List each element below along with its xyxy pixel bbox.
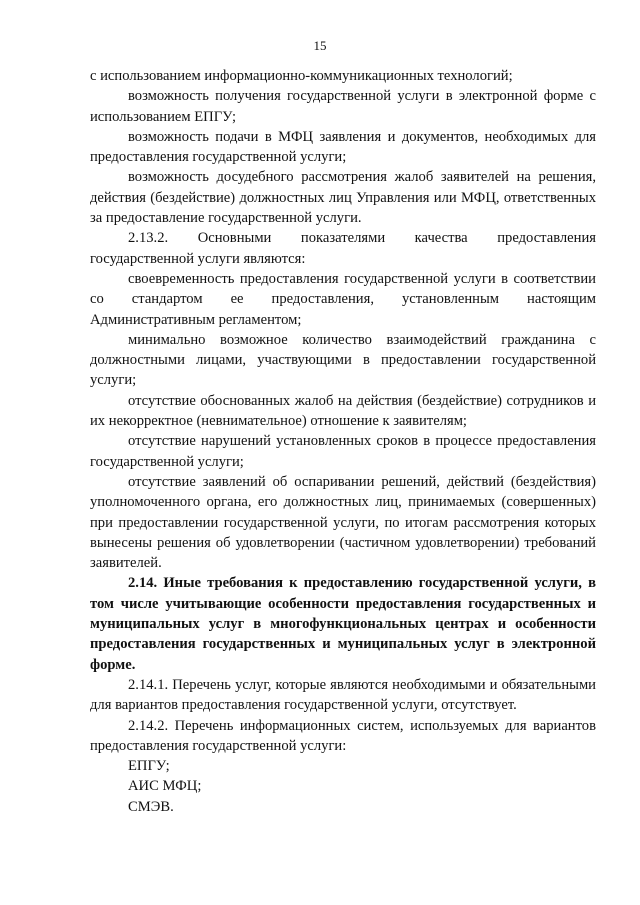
- paragraph: отсутствие обоснованных жалоб на действия (бездействие) сотрудников и их некорректное (невнимательное) отношение к заявителям;: [90, 392, 596, 430]
- paragraph-2-13-2: 2.13.2. Основными показателями качества предоставления государственной услуги являются:: [90, 230, 596, 267]
- paragraph: возможность получения государственной услуги в электронной форме с использованием ЕПГУ;: [90, 88, 596, 125]
- paragraph: отсутствие нарушений установленных сроков в процессе предоставления государственной услуги;: [90, 433, 596, 470]
- paragraph: минимально возможное количество взаимодействий гражданина с должностными лицами, участвующими в предоставлении государственной услуги;: [90, 331, 596, 389]
- paragraph: с использованием информационно-коммуникационных технологий;: [90, 68, 513, 84]
- paragraph: возможность подачи в МФЦ заявления и документов, необходимых для предоставления государственной услуги;: [90, 128, 596, 166]
- list-item: СМЭВ.: [128, 798, 174, 815]
- list-item: АИС МФЦ;: [128, 778, 202, 795]
- paragraph-2-14-2: 2.14.2. Перечень информационных систем, используемых для вариантов предоставления государственной услуги:: [90, 717, 596, 754]
- paragraph: своевременность предоставления государственной услуги в соответствии со стандартом ее предоставления, установленным настоящим Административным регламентом;: [90, 270, 596, 328]
- list-item: ЕПГУ;: [128, 758, 170, 775]
- section-heading-2-14: 2.14. Иные требования к предоставлению государственной услуги, в том числе учитывающие особенности предоставления государственных и муниципальных услуг в многофункциональных центрах и особенности предоставления государственных и муниципальных услуг в электронной форме.: [90, 575, 596, 673]
- paragraph-2-14-1: 2.14.1. Перечень услуг, которые являются необходимыми и обязательными для вариантов предоставления государственной услуги, отсутствует.: [90, 676, 596, 714]
- paragraph: возможность досудебного рассмотрения жалоб заявителей на решения, действия (бездействие) должностных лиц Управления или МФЦ, ответственных за предоставление государственной услуги.: [90, 169, 596, 227]
- paragraph: отсутствие заявлений об оспаривании решений, действий (бездействия) уполномоченного органа, его должностных лиц, принимаемых (совершенных) при предоставлении государственной услуги, по итогам рассмотрения которых вынесены решения об удовлетворении (частичном удовлетворении) требований заявителей.: [90, 473, 596, 572]
- page-number: 15: [313, 38, 327, 53]
- document-body: [90, 66, 596, 817]
